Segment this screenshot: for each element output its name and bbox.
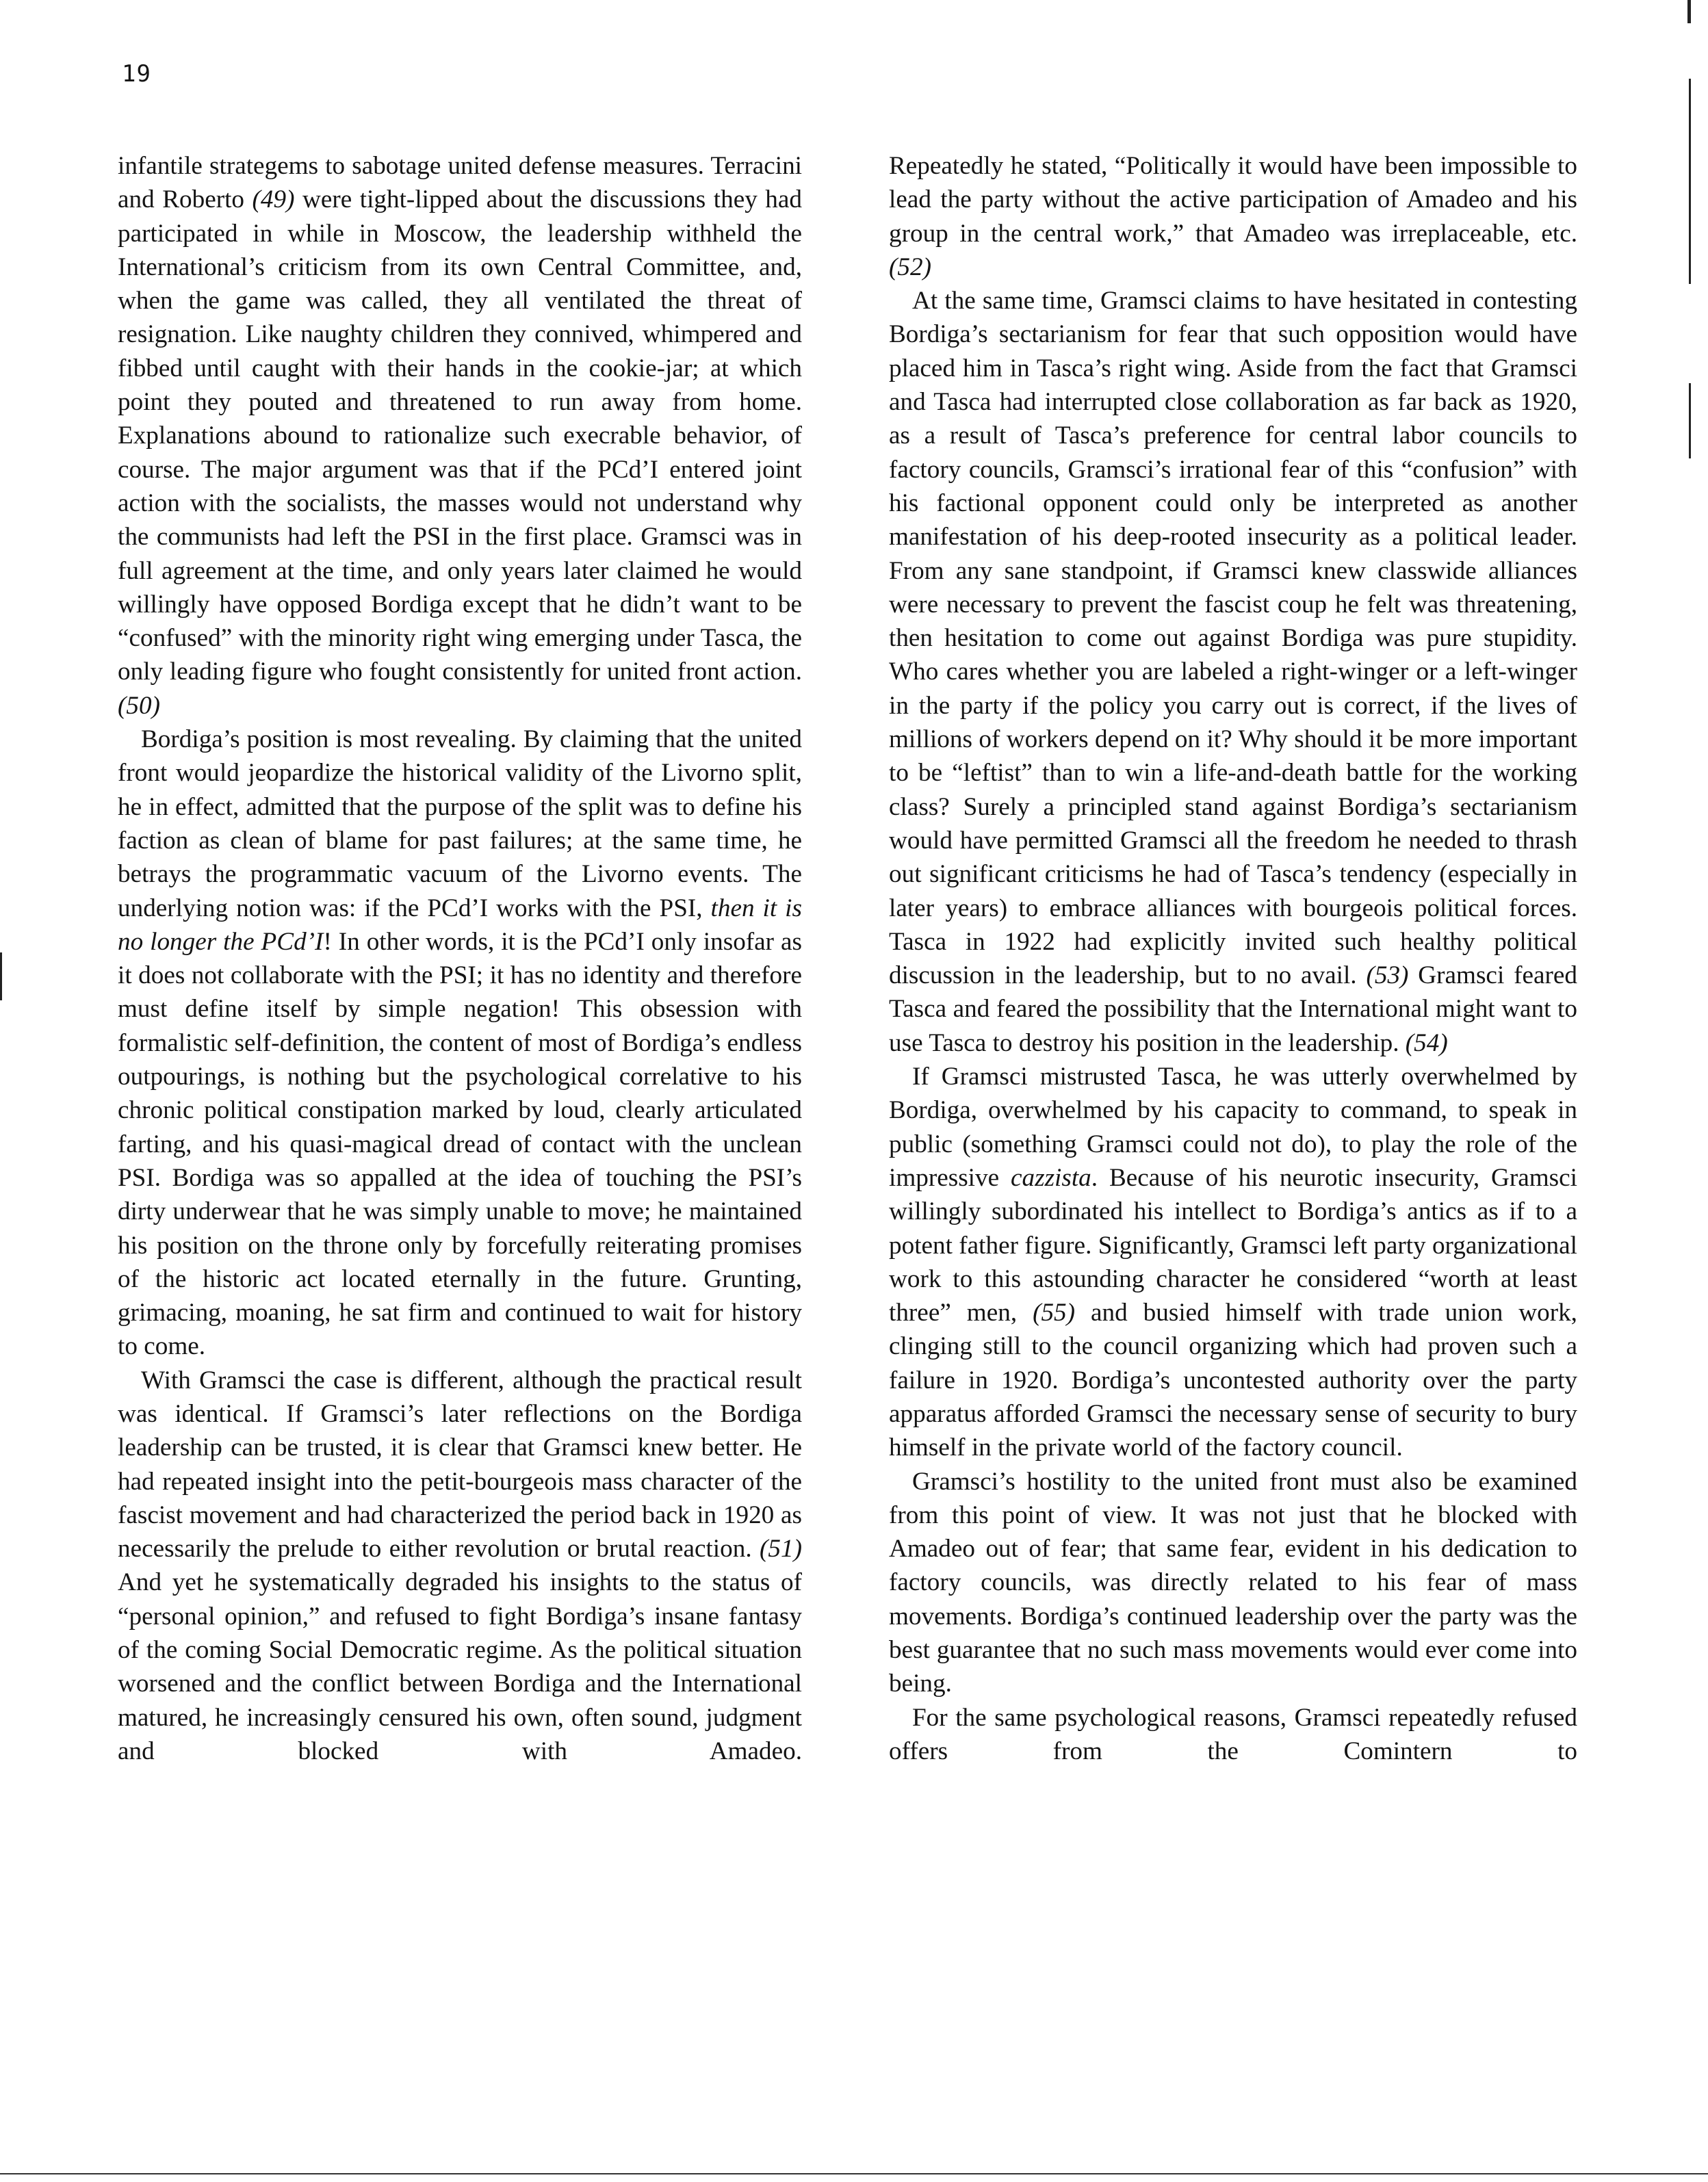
paragraph xyxy=(889,1701,1577,1769)
scan-edge-mark xyxy=(1687,0,1691,23)
text-run: infantile strategems to sabotage united defense measures. Terracini and Roberto xyxy=(118,152,802,214)
footnote-ref: (54) xyxy=(1405,1028,1448,1057)
text-run: Bordiga’s position is most revealing. By claiming that the united front would jeopardize the historical validity of the Livorno split, he in effect, admitted that the purpose of the split was to define his faction as clean of blame for past failures; at the same time, he betrays the programmatic vacuum of the Livorno events. The underlying notion was: if the PCd’I works with the PSI, xyxy=(118,725,802,922)
footnote-ref: (52) xyxy=(889,252,931,281)
footnote-ref: then it is no longer the PCd’I xyxy=(118,894,802,956)
scan-edge-mark xyxy=(1689,79,1691,284)
paragraph xyxy=(889,284,1577,1060)
page-bottom-edge xyxy=(0,2173,1708,2174)
paragraph xyxy=(118,1364,802,1769)
text-run: Gramsci feared Tasca and feared the possibility that the International might want to use Tasca to destroy his position in the leadership. xyxy=(889,961,1578,1057)
left-text-column xyxy=(118,149,802,1768)
paragraph xyxy=(118,149,802,723)
text-run: With Gramsci the case is different, although the practical result was identical. If Gramsci’s later reflections on the Bordiga leadership can be trusted, it is clear that Gramsci knew better. He had repeated insight into the petit-bourgeois mass character of the fascist movement and had characterized the period back in 1920 as necessarily the prelude to either revolution or brutal reaction. xyxy=(118,1366,802,1563)
right-text-column xyxy=(889,149,1577,1768)
page-number: 19 xyxy=(122,60,151,88)
text-run: Repeatedly he stated, “Politically it would have been impossible to lead the party without the active participation of Amadeo and his group in the central work,” that Amadeo was irreplaceable, etc. xyxy=(889,152,1577,248)
footnote-ref: (49) xyxy=(252,185,295,214)
text-run: Gramsci’s hostility to the united front must also be examined from this point of view. It was not just that he blocked with Amadeo out of fear; that same fear, evident in his dedication to factory councils, was directly related to his fear of mass movements. Bordiga’s continued leadership over the party was the best guarantee that no such mass movements would ever come into being. xyxy=(889,1467,1577,1698)
paragraph xyxy=(889,149,1577,284)
footnote-ref: (50) xyxy=(118,691,160,720)
footnote-ref: (53) xyxy=(1366,961,1409,990)
scan-edge-mark xyxy=(1689,383,1691,458)
text-run: At the same time, Gramsci claims to have hesitated in contesting Bordiga’s sectarianism for fear that such opposition would have placed him in Tasca’s right wing. Aside from the fact that Gramsci and Tasca had interrupted close collaboration as far back as 1920, as a result of Tasca’s preference for central labor councils to factory councils, Gramsci’s irrational fear of this “confusion” with his factional opponent could only be interpreted as another manifestation of his deep-rooted insecurity as a political leader. From any sane standpoint, if Gramsci knew classwide alliances were necessary to prevent the fascist coup he felt was threatening, then hesitation to come out against Bordiga was pure stupidity. Who cares whether you are labeled a right-winger or a left-winger in the party if the policy you carry out is correct, if the lives of millions of workers depend on it? Why should it be more important to be “leftist” than to win a life-and-death battle for the working class? Surely a principled stand against Bordiga’s sectarianism would have permitted Gramsci all the freedom he needed to thrash out significant criticisms he had of Tasca’s tendency (especially in later years) to embrace alliances with bourgeois political forces. Tasca in 1922 had explicitly invited such healthy political discussion in the leadership, but to no avail. xyxy=(889,287,1577,990)
scan-edge-mark xyxy=(0,952,2,1000)
text-run: ! In other words, it is the PCd’I only insofar as it does not collaborate with the PSI; it has no identity and therefore must define itself by simple negation! This obsession with formalistic self-definition, the content of most of Bordiga’s endless outpourings, is nothing but the psychological correlative to his chronic political constipation marked by loud, clearly articulated farting, and his quasi-magical dread of contact with the unclean PSI. Bordiga was so appalled at the idea of touching the PSI’s dirty underwear that he was simply unable to move; he maintained his position on the throne only by forcefully reiterating promises of the historic act located eternally in the future. Grunting, grimacing, moaning, he sat firm and continued to wait for history to come. xyxy=(118,927,802,1361)
paragraph xyxy=(889,1465,1577,1701)
text-run: . Because of his neurotic insecurity, Gramsci willingly subordinated his intellect to Bordiga’s antics as if to a potent father figure. Significantly, Gramsci left party organizational work to this astounding character he considered “worth at least three” men, xyxy=(889,1163,1577,1327)
footnote-ref: (51) xyxy=(760,1535,802,1563)
footnote-ref: (55) xyxy=(1033,1299,1076,1327)
text-run: were tight-lipped about the discussions they had participated in while in Moscow, the leadership withheld the International’s criticism from its own Central Committee, and, when the game was called, they all ventilated the threat of resignation. Like naughty children they connived, whimpered and fibbed until caught with their hands in the cookie-jar; at which point they pouted and threatened to run away from home. Explanations abound to rationalize such execrable behavior, of course. The major argument was that if the PCd’I entered joint action with the socialists, the masses would not understand why the communists had left the PSI in the first place. Gramsci was in full agreement at the time, and only years later claimed he would willingly have opposed Bordiga except that he didn’t want to be “confused” with the minority right wing emerging under Tasca, the only leading figure who fought consistently for united front action. xyxy=(118,185,803,686)
text-run: And yet he systematically degraded his insights to the status of “personal opinion,” and refused to fight Bordiga’s insane fantasy of the coming Social Democratic regime. As the political situation worsened and the conflict between Bordiga and the International matured, he increasingly censured his own, often sound, judgment and blocked with Amadeo. xyxy=(118,1568,802,1765)
text-run: and busied himself with trade union work, clinging still to the council organizing which had proven such a failure in 1920. Bordiga’s uncontested authority over the party apparatus afforded Gramsci the necessary sense of security to bury himself in the private world of the factory council. xyxy=(889,1299,1577,1462)
text-run: If Gramsci mistrusted Tasca, he was utterly overwhelmed by Bordiga, overwhelmed by his capacity to command, to speak in public (something Gramsci could not do), to play the role of the impressive xyxy=(889,1063,1577,1192)
text-run: For the same psychological reasons, Gramsci repeatedly refused offers from the Comintern to xyxy=(889,1703,1577,1765)
paragraph xyxy=(118,723,802,1364)
footnote-ref: cazzista xyxy=(1011,1163,1091,1192)
paragraph xyxy=(889,1060,1577,1465)
